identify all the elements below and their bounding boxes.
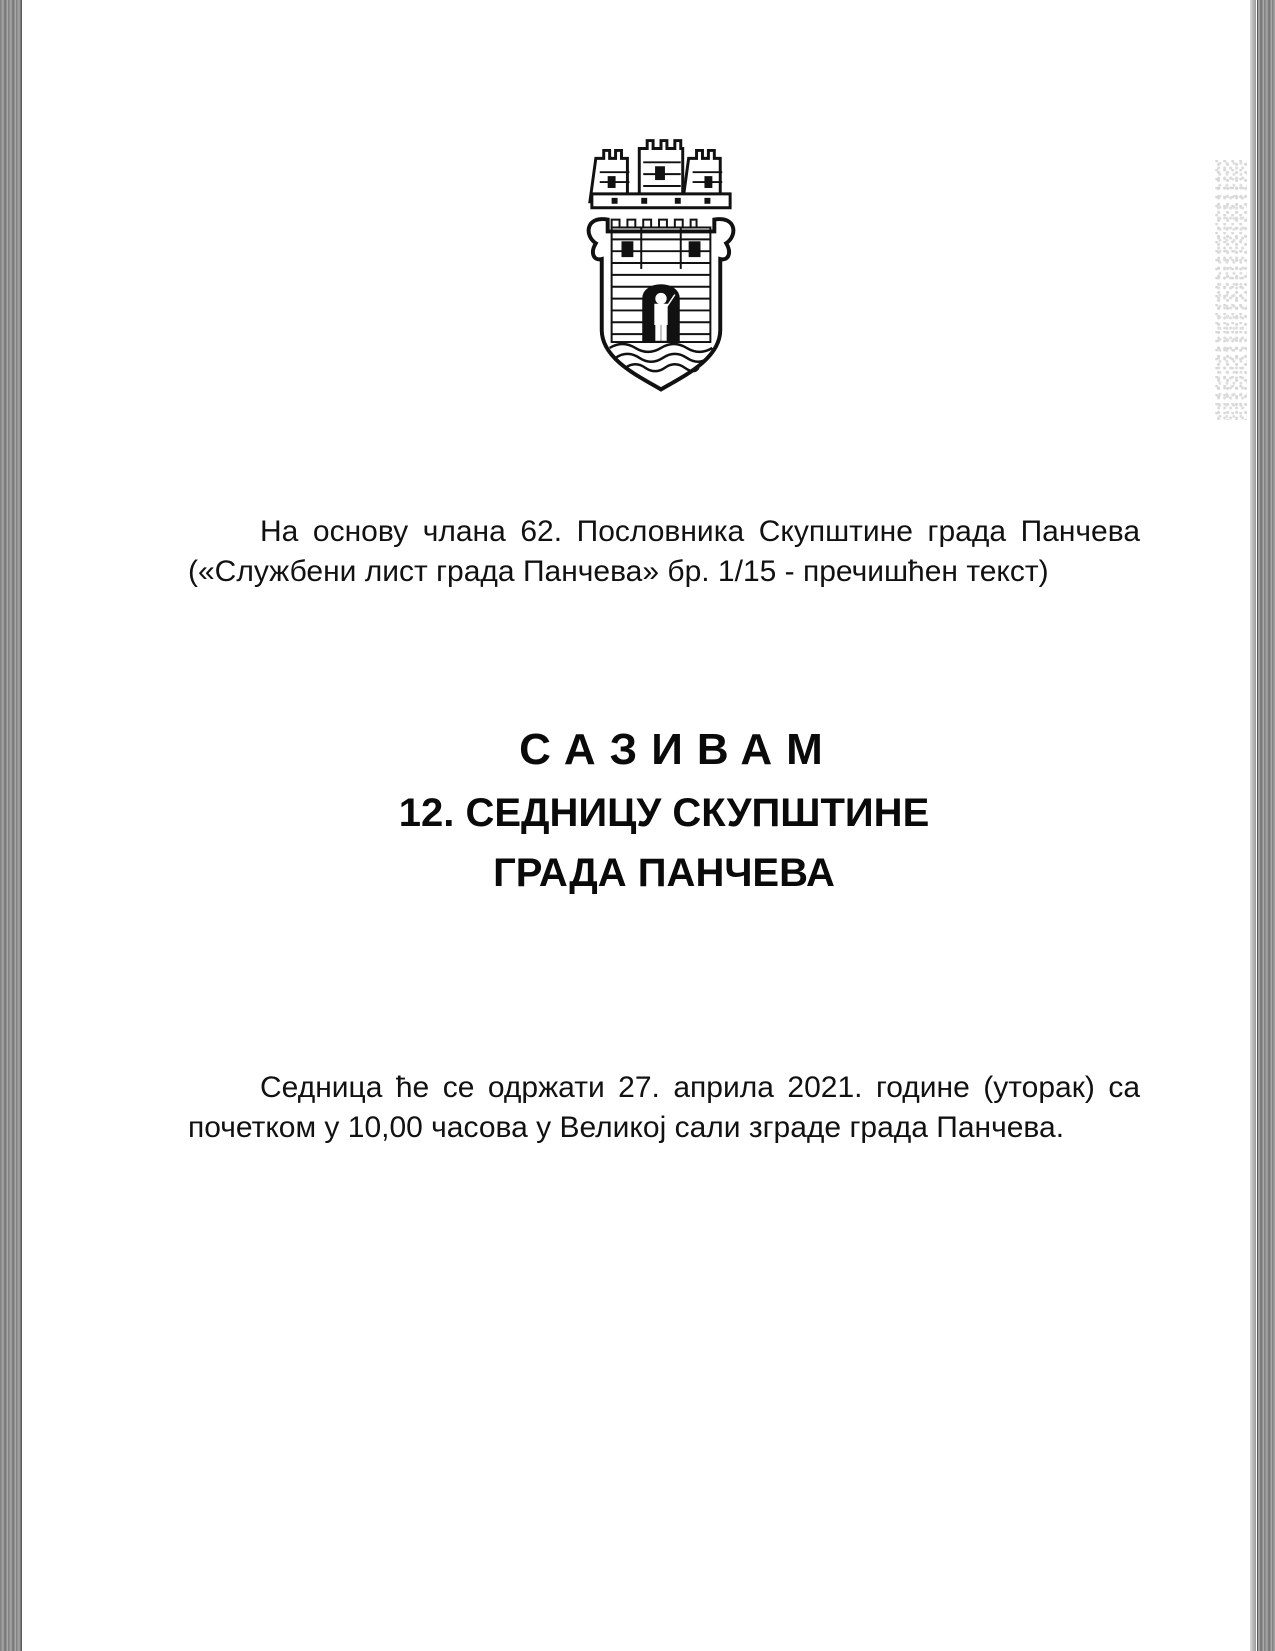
city-coat-of-arms-icon xyxy=(582,136,740,394)
heading-convene: САЗИВАМ xyxy=(519,725,837,774)
scan-noise xyxy=(1215,160,1247,420)
session-details-paragraph: Седница ће се одржати 27. априла 2021. године (уторак) са почетком у 10,00 часова у Великој сали зграде града Панчева. xyxy=(188,1071,1140,1144)
heading-city-name: ГРАДА ПАНЧЕВА xyxy=(493,851,835,895)
page-edge xyxy=(1250,0,1256,1651)
heading-session-number: 12. СЕДНИЦУ СКУПШТИНЕ xyxy=(398,791,930,835)
intro-paragraph: На основу члана 62. Пословника Скупштине града Панчева («Службени лист града Панчева» бр. 1/15 - пречишћен текст) xyxy=(188,515,1140,588)
